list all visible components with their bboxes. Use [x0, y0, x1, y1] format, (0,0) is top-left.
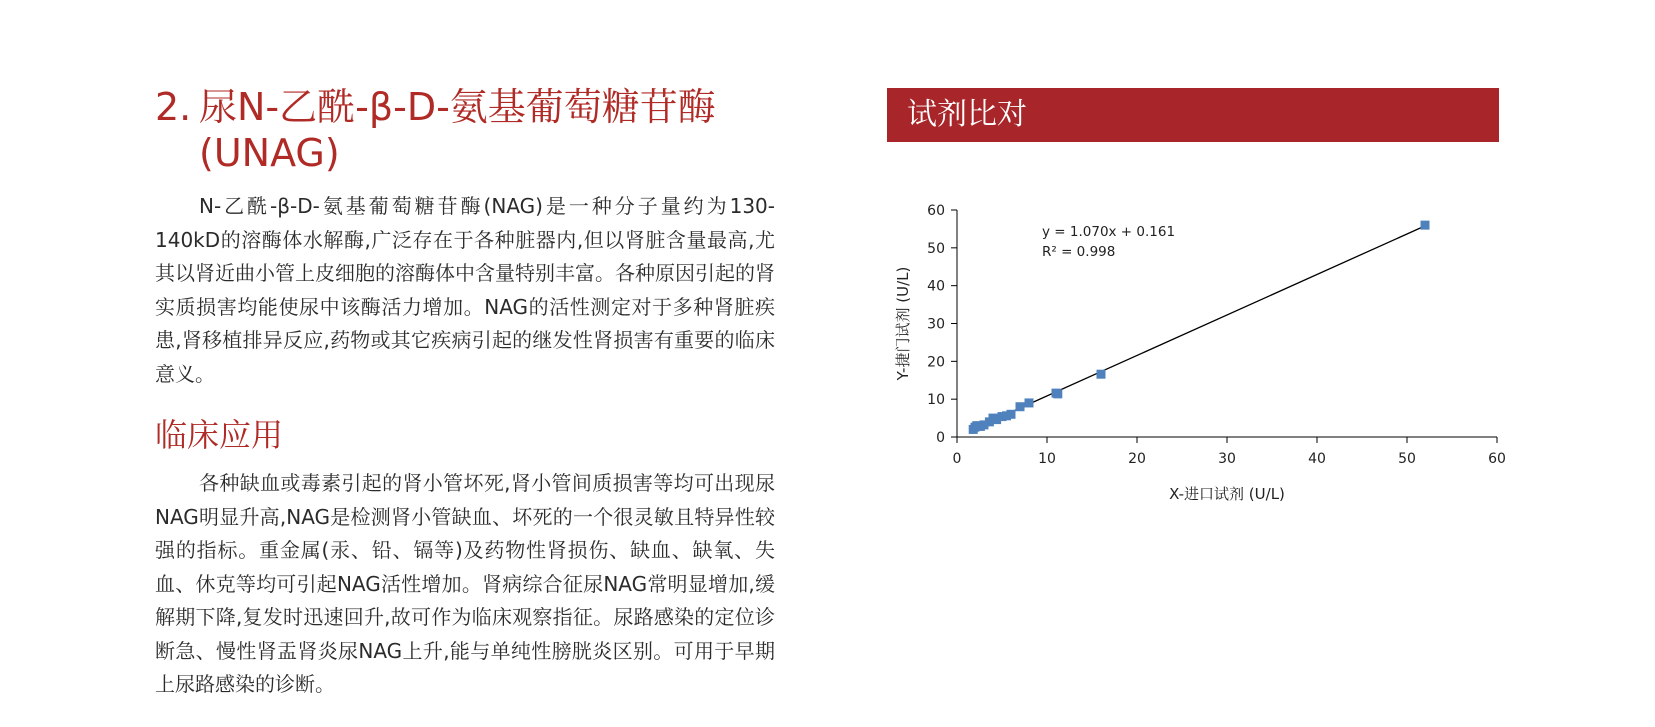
- data-point: [1053, 389, 1062, 398]
- chart-ticks: [927, 203, 1506, 467]
- x-tick-label: 40: [1308, 451, 1326, 467]
- y-tick-label: 60: [927, 203, 945, 219]
- data-point: [1097, 370, 1106, 379]
- x-tick-label: 10: [1038, 451, 1056, 467]
- data-point: [1016, 402, 1025, 411]
- chart-axes: [957, 210, 1497, 437]
- y-tick-label: 0: [936, 430, 945, 446]
- comparison-chart: [880, 190, 1520, 520]
- comparison-banner-title: 试剂比对: [907, 97, 1027, 132]
- section-title-line2: (UNAG): [199, 131, 340, 175]
- intro-paragraph: N-乙酰-β-D-氨基葡萄糖苷酶(NAG)是一种分子量约为130-140kD的溶酶体水解酶,广泛存在于各种脏器内,但以肾脏含量最高,尤其以肾近曲小管上皮细胞的溶酶体中含量特别丰富。各种原因引起的肾实质损害均能使尿中该酶活力增加。NAG的活性测定对于多种肾脏疾患,肾移植排异反应,药物或其它疾病引起的继发性肾损害有重要的临床意义。: [155, 194, 775, 386]
- comparison-banner: [887, 88, 1499, 142]
- x-axis-label: X-进口试剂 (U/L): [1169, 485, 1285, 503]
- section-title-line1: 尿N-乙酰-β-D-氨基葡萄糖苷酶: [199, 85, 716, 129]
- x-tick-label: 30: [1218, 451, 1236, 467]
- equation-annotation: y = 1.070x + 0.161: [1042, 224, 1176, 240]
- section-title: [155, 84, 775, 176]
- x-tick-label: 60: [1488, 451, 1506, 467]
- text-column: [155, 84, 775, 702]
- x-tick-label: 0: [952, 451, 962, 467]
- data-point: [1025, 398, 1034, 407]
- clinical-paragraph: 各种缺血或毒素引起的肾小管坏死,肾小管间质损害等均可出现尿NAG明显升高,NAG是检测肾小管缺血、坏死的一个很灵敏且特异性较强的指标。重金属(汞、铅、镉等)及药物性肾损伤、缺血、缺氧、失血、休克等均可引起NAG活性增加。肾病综合征尿NAG常明显增加,缓解期下降,复发时迅速回升,故可作为临床观察指征。尿路感染的定位诊断急、慢性肾盂肾炎尿NAG上升,能与单纯性膀胱炎区别。可用于早期上尿路感染的诊断。: [155, 471, 775, 696]
- data-point: [1421, 221, 1430, 230]
- y-tick-label: 20: [927, 354, 945, 371]
- clinical-heading: 临床应用: [155, 416, 284, 454]
- scatter-plot-svg: [880, 190, 1520, 520]
- y-tick-label: 40: [927, 278, 945, 295]
- section-number: 2.: [155, 85, 192, 129]
- y-tick-label: 50: [927, 240, 945, 257]
- x-tick-label: 20: [1128, 451, 1146, 467]
- r-squared-annotation: R² = 0.998: [1042, 244, 1116, 260]
- x-tick-label: 50: [1398, 451, 1416, 467]
- y-tick-label: 30: [927, 316, 945, 333]
- y-tick-label: 10: [927, 392, 945, 409]
- y-axis-label: Y-捷门试剂 (U/L): [894, 266, 912, 381]
- data-point: [1007, 410, 1016, 419]
